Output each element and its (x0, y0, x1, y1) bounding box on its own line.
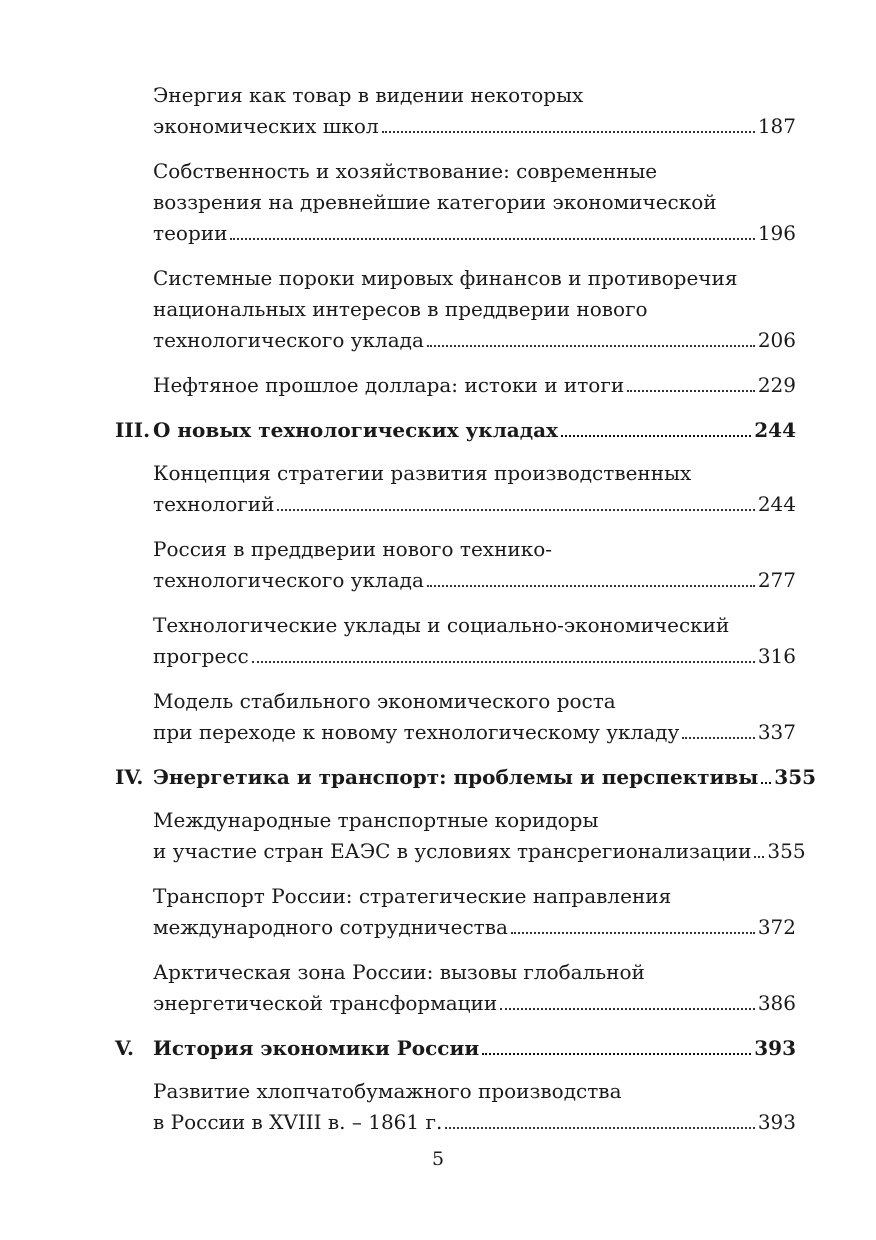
toc-entry-line: Модель стабильного экономического роста (153, 689, 616, 713)
toc-entry-line: национальных интересов в преддверии нового (153, 297, 648, 321)
dot-leader (382, 131, 755, 133)
dot-leader (500, 1008, 755, 1010)
toc-page-number: 386 (757, 991, 796, 1015)
toc-entry-line: технологий (153, 492, 275, 516)
dot-leader (627, 390, 755, 392)
toc-section-heading[interactable] (115, 762, 817, 793)
table-of-contents (115, 80, 817, 1152)
toc-entry-line: Собственность и хозяйствование: современные (153, 159, 658, 183)
toc-entry[interactable] (153, 458, 796, 520)
toc-entry-line: теории (153, 221, 228, 245)
toc-entry[interactable] (153, 957, 796, 1019)
section-title: О новых технологических укладах (153, 418, 558, 442)
toc-section-heading[interactable] (115, 1033, 796, 1064)
toc-entry-line: энергетической трансформации (153, 991, 498, 1015)
dot-leader (561, 435, 751, 437)
dot-leader (761, 782, 771, 784)
dot-leader (482, 1053, 751, 1055)
toc-entry-line: в России в XVIII в. – 1861 г. (153, 1110, 443, 1134)
dot-leader (277, 509, 754, 511)
toc-entry[interactable] (153, 686, 796, 748)
toc-entry-line: технологического уклада (153, 328, 424, 352)
toc-entry[interactable] (153, 156, 796, 249)
toc-page-number: 196 (757, 221, 796, 245)
toc-entry-line: Международные транспортные коридоры (153, 808, 599, 832)
toc-entry-line: и участие стран ЕАЭС в условиях трансрегионализации (153, 839, 752, 863)
section-number: III. (115, 418, 151, 442)
dot-leader (427, 585, 755, 587)
toc-page-number: 355 (774, 765, 817, 789)
toc-entry[interactable] (153, 534, 796, 596)
toc-section-heading[interactable] (115, 415, 796, 446)
toc-entry[interactable] (153, 881, 796, 943)
toc-entry-line: Системные пороки мировых финансов и противоречия (153, 266, 738, 290)
toc-entry[interactable] (153, 1076, 796, 1138)
section-title: Энергетика и транспорт: проблемы и перспективы (153, 765, 759, 789)
dot-leader (230, 238, 754, 240)
section-number: V. (115, 1036, 134, 1060)
toc-entry-line: при переходе к новому технологическому укладу (153, 720, 680, 744)
folio-page-number: 5 (431, 1148, 445, 1170)
toc-entry-line: прогресс (153, 644, 249, 668)
toc-entry[interactable] (153, 805, 806, 867)
toc-page-number: 244 (757, 492, 796, 516)
toc-entry-line: Нефтяное прошлое доллара: истоки и итоги (153, 373, 625, 397)
toc-entry-line: технологического уклада (153, 568, 424, 592)
toc-page-number: 393 (754, 1036, 796, 1060)
section-title: История экономики России (153, 1036, 480, 1060)
toc-page-number: 206 (757, 328, 796, 352)
toc-page-number: 337 (757, 720, 796, 744)
dot-leader (754, 856, 764, 858)
toc-page-number: 244 (754, 418, 796, 442)
dot-leader (682, 737, 755, 739)
toc-entry[interactable] (153, 80, 796, 142)
toc-page-number: 277 (757, 568, 796, 592)
toc-page-number: 372 (757, 915, 796, 939)
toc-entry-line: Концепция стратегии развития производственных (153, 461, 692, 485)
toc-entry-line: экономических школ (153, 114, 379, 138)
toc-page-number: 355 (767, 839, 806, 863)
toc-page-number: 316 (757, 644, 796, 668)
toc-entry[interactable] (153, 370, 796, 401)
toc-entry[interactable] (153, 263, 796, 356)
toc-page-number: 229 (757, 373, 796, 397)
toc-entry-line: Арктическая зона России: вызовы глобальной (153, 960, 645, 984)
toc-entry-line: Технологические уклады и социально-экономический (153, 613, 730, 637)
toc-entry-line: Россия в преддверии нового технико- (153, 537, 553, 561)
toc-entry-line: Транспорт России: стратегические направления (153, 884, 672, 908)
dot-leader (252, 661, 755, 663)
section-number: IV. (115, 765, 144, 789)
toc-page-number: 187 (757, 114, 796, 138)
toc-entry-line: международного сотрудничества (153, 915, 508, 939)
toc-entry-line: Развитие хлопчатобумажного производства (153, 1079, 622, 1103)
toc-page-number: 393 (757, 1110, 796, 1134)
dot-leader (511, 932, 755, 934)
dot-leader (427, 345, 755, 347)
dot-leader (445, 1127, 754, 1129)
toc-entry-line: воззрения на древнейшие категории экономической (153, 190, 717, 214)
toc-entry[interactable] (153, 610, 796, 672)
toc-entry-line: Энергия как товар в видении некоторых (153, 83, 584, 107)
